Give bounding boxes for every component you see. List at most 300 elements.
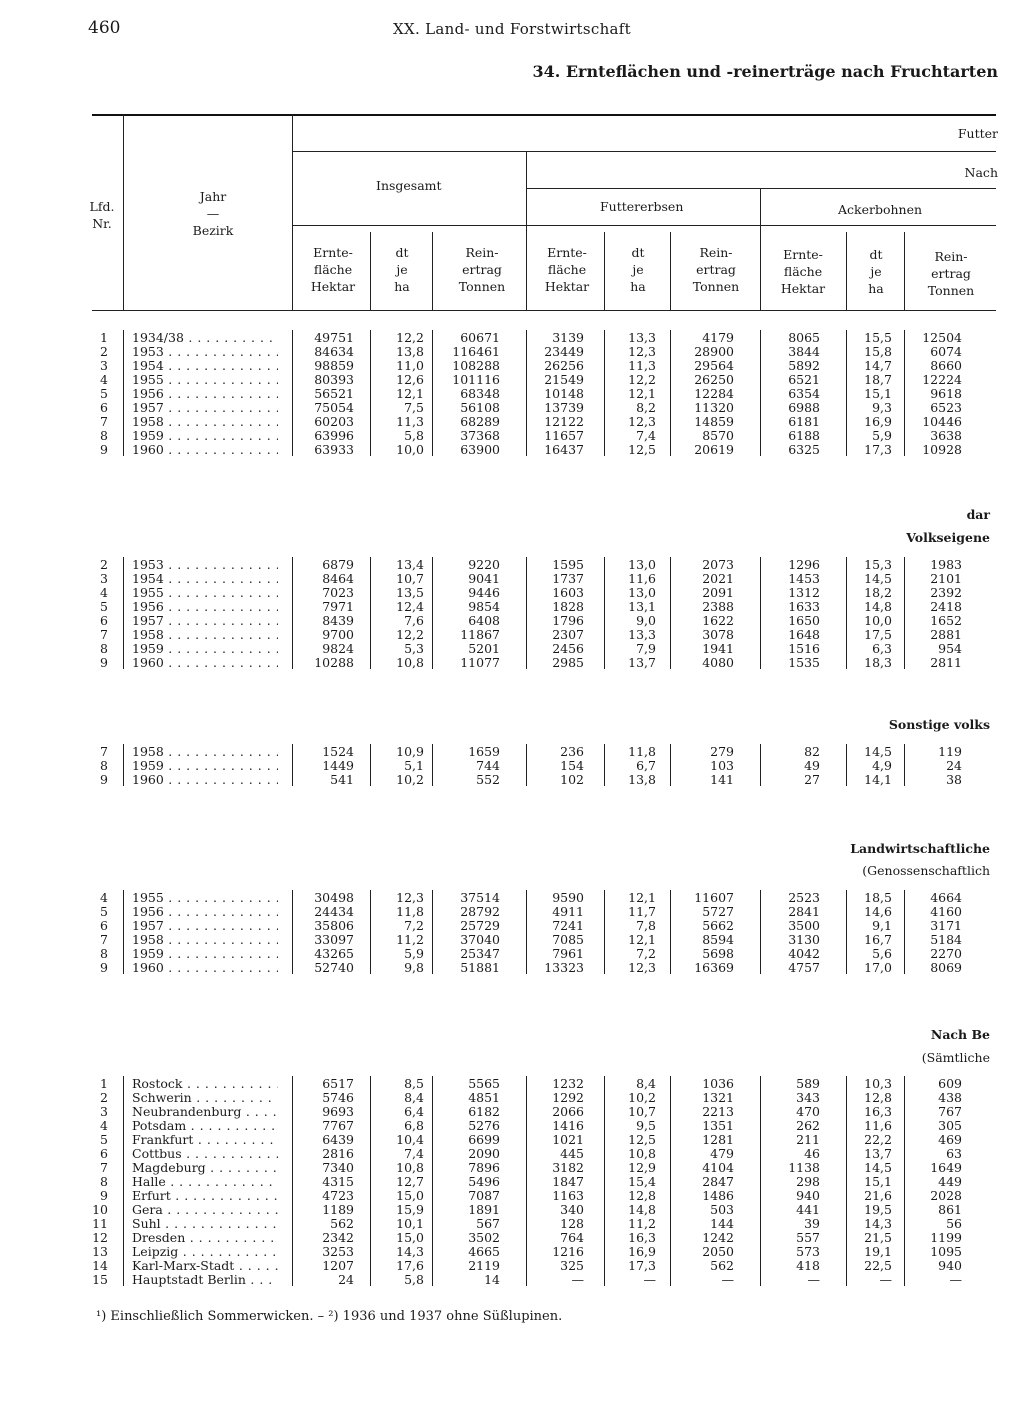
cell-bohnen-flaeche: 3130 (788, 932, 820, 947)
column-divider (904, 744, 905, 786)
cell-erbsen-rein: 20619 (694, 442, 734, 457)
table-row (0, 558, 1024, 572)
cell-erbsen-dt: 6,7 (636, 758, 656, 773)
cell-insgesamt-flaeche: 63933 (314, 442, 354, 457)
cell-bohnen-rein: 2811 (930, 655, 962, 670)
cell-label: Cottbus . . . (132, 1147, 278, 1161)
cell-erbsen-dt: 9,0 (636, 613, 656, 628)
column-divider (292, 557, 293, 669)
cell-erbsen-dt: — (643, 1272, 656, 1287)
cell-label: 1956 . . . (132, 387, 278, 401)
cell-insgesamt-flaeche: 7767 (322, 1118, 354, 1133)
cell-erbsen-dt: 7,9 (636, 641, 656, 656)
cell-bohnen-flaeche: 418 (796, 1258, 820, 1273)
cell-lfd-nr: 7 (100, 1160, 108, 1175)
cell-lfd-nr: 7 (100, 627, 108, 642)
cell-insgesamt-rein: 108288 (452, 358, 500, 373)
cell-insgesamt-rein: 116461 (452, 344, 500, 359)
cell-bohnen-rein: 2418 (930, 599, 962, 614)
cell-erbsen-flaeche: 1603 (552, 585, 584, 600)
cell-insgesamt-flaeche: 9824 (322, 641, 354, 656)
cell-bohnen-dt: 18,5 (864, 890, 892, 905)
cell-erbsen-rein: 1281 (702, 1132, 734, 1147)
cell-insgesamt-flaeche: 7971 (322, 599, 354, 614)
header-divider-8 (670, 232, 671, 310)
table-row (0, 773, 1024, 787)
header-divider-5 (370, 232, 371, 310)
cell-insgesamt-rein: 5496 (468, 1174, 500, 1189)
cell-erbsen-dt: 12,3 (628, 344, 656, 359)
column-divider (670, 557, 671, 669)
cell-erbsen-rein: 1321 (702, 1090, 734, 1105)
cell-bohnen-dt: 15,1 (864, 1174, 892, 1189)
cell-erbsen-dt: 8,2 (636, 400, 656, 415)
cell-erbsen-dt: 14,8 (628, 1202, 656, 1217)
table-row (0, 628, 1024, 642)
cell-insgesamt-rein: 3502 (468, 1230, 500, 1245)
cell-bohnen-dt: 4,9 (872, 758, 892, 773)
cell-insgesamt-dt: 10,7 (396, 571, 424, 586)
cell-insgesamt-flaeche: 562 (330, 1216, 354, 1231)
cell-bohnen-rein: 767 (938, 1104, 962, 1119)
cell-insgesamt-rein: 7896 (468, 1160, 500, 1175)
cell-bohnen-flaeche: 6521 (788, 372, 820, 387)
cell-erbsen-dt: 10,7 (628, 1104, 656, 1119)
cell-erbsen-dt: 7,2 (636, 946, 656, 961)
cell-bohnen-rein: 305 (938, 1118, 962, 1133)
cell-erbsen-dt: 12,3 (628, 960, 656, 975)
cell-insgesamt-dt: 10,9 (396, 744, 424, 759)
cell-label: 1958 . . . (132, 933, 278, 947)
column-divider (370, 1076, 371, 1286)
table-row (0, 373, 1024, 387)
cell-bohnen-flaeche: 211 (796, 1132, 820, 1147)
cell-bohnen-dt: — (879, 1272, 892, 1287)
cell-bohnen-rein: 9618 (930, 386, 962, 401)
section-subtitle-saemtliche: (Sämtliche (921, 1050, 990, 1065)
cell-insgesamt-flaeche: 24434 (314, 904, 354, 919)
cell-insgesamt-rein: 6408 (468, 613, 500, 628)
cell-insgesamt-flaeche: 33097 (314, 932, 354, 947)
table-row (0, 1091, 1024, 1105)
col-erbsen-flaeche: Ernte- fläche Hektar (544, 245, 590, 294)
column-divider (604, 330, 605, 456)
cell-insgesamt-rein: 56108 (460, 400, 500, 415)
cell-erbsen-dt: 13,3 (628, 627, 656, 642)
cell-insgesamt-flaeche: 6439 (322, 1132, 354, 1147)
table-row (0, 891, 1024, 905)
cell-erbsen-dt: 7,4 (636, 428, 656, 443)
cell-bohnen-dt: 19,1 (864, 1244, 892, 1259)
cell-erbsen-dt: 15,4 (628, 1174, 656, 1189)
column-divider (432, 330, 433, 456)
cell-insgesamt-rein: 2090 (468, 1146, 500, 1161)
cell-lfd-nr: 5 (100, 599, 108, 614)
cell-lfd-nr: 3 (100, 571, 108, 586)
cell-erbsen-dt: 9,5 (636, 1118, 656, 1133)
cell-erbsen-flaeche: 4911 (552, 904, 584, 919)
cell-erbsen-dt: 11,2 (628, 1216, 656, 1231)
cell-insgesamt-flaeche: 9693 (322, 1104, 354, 1119)
cell-insgesamt-rein: 9041 (468, 571, 500, 586)
cell-erbsen-rein: 12284 (694, 386, 734, 401)
col-bohnen-flaeche: Ernte- fläche Hektar (780, 247, 826, 296)
cell-insgesamt-rein: 2119 (468, 1258, 500, 1273)
cell-label: Potsdam . . . (132, 1119, 278, 1133)
cell-insgesamt-flaeche: 52740 (314, 960, 354, 975)
cell-bohnen-rein: 2270 (930, 946, 962, 961)
cell-bohnen-rein: 6523 (930, 400, 962, 415)
cell-label: 1953 . . . (132, 558, 278, 572)
cell-label: 1959 . . . (132, 947, 278, 961)
cell-bohnen-flaeche: 3500 (788, 918, 820, 933)
cell-bohnen-dt: 10,0 (864, 613, 892, 628)
cell-bohnen-dt: 14,8 (864, 599, 892, 614)
cell-insgesamt-dt: 10,1 (396, 1216, 424, 1231)
cell-erbsen-rein: 5698 (702, 946, 734, 961)
cell-erbsen-rein: 11607 (694, 890, 734, 905)
cell-insgesamt-rein: 552 (476, 772, 500, 787)
cell-label: 1960 . . . (132, 656, 278, 670)
col-insgesamt-dt: dt je ha (394, 245, 410, 294)
cell-bohnen-dt: 9,3 (872, 400, 892, 415)
column-divider (604, 890, 605, 974)
cell-insgesamt-dt: 11,8 (396, 904, 424, 919)
cell-erbsen-flaeche: 11657 (544, 428, 584, 443)
cell-insgesamt-dt: 7,2 (404, 918, 424, 933)
cell-insgesamt-rein: 9446 (468, 585, 500, 600)
cell-insgesamt-flaeche: 7023 (322, 585, 354, 600)
cell-lfd-nr: 6 (100, 400, 108, 415)
cell-lfd-nr: 9 (100, 1188, 108, 1203)
cell-insgesamt-flaeche: 1524 (322, 744, 354, 759)
col-erbsen-rein: Rein- ertrag Tonnen (692, 245, 740, 294)
column-divider (123, 890, 124, 974)
column-divider (904, 1076, 905, 1286)
cell-erbsen-rein: 1486 (702, 1188, 734, 1203)
cell-insgesamt-rein: 6699 (468, 1132, 500, 1147)
footnote: ¹) Einschließlich Sommerwicken. – ²) 1936 und 1937 ohne Süßlupinen. (96, 1309, 563, 1324)
cell-erbsen-rein: 2213 (702, 1104, 734, 1119)
cell-insgesamt-dt: 6,4 (404, 1104, 424, 1119)
cell-erbsen-flaeche: 1796 (552, 613, 584, 628)
header-divider-4 (760, 188, 761, 310)
cell-insgesamt-flaeche: 10288 (314, 655, 354, 670)
cell-insgesamt-flaeche: 6879 (322, 557, 354, 572)
table-row (0, 656, 1024, 670)
column-divider (123, 557, 124, 669)
cell-bohnen-flaeche: 1296 (788, 557, 820, 572)
table-top-rule (92, 114, 996, 116)
cell-erbsen-rein: — (721, 1272, 734, 1287)
cell-erbsen-rein: 4179 (702, 330, 734, 345)
cell-erbsen-dt: 13,0 (628, 585, 656, 600)
cell-insgesamt-dt: 15,0 (396, 1230, 424, 1245)
column-divider (526, 1076, 527, 1286)
cell-bohnen-dt: 21,6 (864, 1188, 892, 1203)
cell-erbsen-dt: 13,7 (628, 655, 656, 670)
cell-erbsen-rein: 1242 (702, 1230, 734, 1245)
cell-bohnen-rein: 449 (938, 1174, 962, 1189)
cell-bohnen-dt: 18,2 (864, 585, 892, 600)
cell-erbsen-rein: 4104 (702, 1160, 734, 1175)
cell-label: 1957 . . . (132, 614, 278, 628)
cell-erbsen-flaeche: 128 (560, 1216, 584, 1231)
cell-label: 1955 . . . (132, 586, 278, 600)
cell-insgesamt-flaeche: 75054 (314, 400, 354, 415)
column-divider (670, 744, 671, 786)
header-lfd-nr: Lfd. Nr. (89, 199, 115, 231)
cell-erbsen-dt: 7,8 (636, 918, 656, 933)
table-row (0, 572, 1024, 586)
table-row (0, 1189, 1024, 1203)
cell-erbsen-flaeche: 1595 (552, 557, 584, 572)
cell-bohnen-rein: 1983 (930, 557, 962, 572)
cell-insgesamt-rein: 1659 (468, 744, 500, 759)
group-futtererbsen: Futtererbsen (600, 199, 684, 214)
cell-bohnen-flaeche: 39 (804, 1216, 820, 1231)
cell-label: Dresden . . . (132, 1231, 278, 1245)
cell-insgesamt-dt: 15,9 (396, 1202, 424, 1217)
section-title-landwirtschaftliche: Landwirtschaftliche (850, 841, 990, 856)
cell-insgesamt-dt: 10,8 (396, 1160, 424, 1175)
cell-insgesamt-flaeche: 4315 (322, 1174, 354, 1189)
cell-bohnen-flaeche: 2523 (788, 890, 820, 905)
cell-bohnen-dt: 10,3 (864, 1076, 892, 1091)
cell-lfd-nr: 14 (92, 1258, 108, 1273)
cell-erbsen-flaeche: 9590 (552, 890, 584, 905)
cell-erbsen-rein: 11320 (694, 400, 734, 415)
cell-insgesamt-flaeche: 8439 (322, 613, 354, 628)
cell-label: 1958 . . . (132, 628, 278, 642)
group-futter: Futter (957, 126, 998, 141)
cell-lfd-nr: 13 (92, 1244, 108, 1259)
cell-label: 1960 . . . (132, 961, 278, 975)
cell-insgesamt-dt: 12,4 (396, 599, 424, 614)
cell-insgesamt-flaeche: 1189 (322, 1202, 354, 1217)
column-divider (670, 330, 671, 456)
cell-bohnen-dt: 14,5 (864, 1160, 892, 1175)
cell-erbsen-flaeche: 102 (560, 772, 584, 787)
cell-erbsen-rein: 5727 (702, 904, 734, 919)
cell-insgesamt-rein: 25729 (460, 918, 500, 933)
cell-bohnen-dt: 14,7 (864, 358, 892, 373)
page-number: 460 (88, 18, 121, 38)
col-bohnen-rein: Rein- ertrag Tonnen (927, 249, 975, 298)
cell-erbsen-rein: 144 (710, 1216, 734, 1231)
cell-erbsen-rein: 2021 (702, 571, 734, 586)
cell-insgesamt-dt: 11,0 (396, 358, 424, 373)
cell-insgesamt-flaeche: 6517 (322, 1076, 354, 1091)
cell-label: 1956 . . . (132, 600, 278, 614)
cell-insgesamt-rein: 68348 (460, 386, 500, 401)
cell-bohnen-dt: 14,5 (864, 744, 892, 759)
cell-erbsen-rein: 279 (710, 744, 734, 759)
cell-erbsen-rein: 1036 (702, 1076, 734, 1091)
cell-label: 1960 . . . (132, 443, 278, 457)
column-divider (604, 557, 605, 669)
cell-erbsen-flaeche: 1847 (552, 1174, 584, 1189)
nach-rule (526, 188, 996, 189)
cell-erbsen-dt: 12,5 (628, 1132, 656, 1147)
table-row (0, 1133, 1024, 1147)
table-row (0, 745, 1024, 759)
cell-lfd-nr: 4 (100, 585, 108, 600)
cell-erbsen-flaeche: 1292 (552, 1090, 584, 1105)
cell-erbsen-rein: 2388 (702, 599, 734, 614)
col-bohnen-dt: dt je ha (868, 247, 884, 296)
table-row (0, 586, 1024, 600)
col-insgesamt-flaeche: Ernte- fläche Hektar (310, 245, 356, 294)
cell-label: 1953 . . . (132, 345, 278, 359)
column-divider (846, 744, 847, 786)
cell-bohnen-dt: 15,1 (864, 386, 892, 401)
cell-bohnen-dt: 15,5 (864, 330, 892, 345)
cell-insgesamt-flaeche: 60203 (314, 414, 354, 429)
cell-bohnen-flaeche: 3844 (788, 344, 820, 359)
table-row (0, 1175, 1024, 1189)
cell-insgesamt-dt: 5,3 (404, 641, 424, 656)
cell-bohnen-rein: 3638 (930, 428, 962, 443)
cell-bohnen-rein: 1652 (930, 613, 962, 628)
section-subtitle-genossenschaftlich: (Genossenschaftlich (862, 863, 990, 878)
cell-bohnen-flaeche: 6181 (788, 414, 820, 429)
cell-label: Halle . . . (132, 1175, 278, 1189)
column-divider (670, 1076, 671, 1286)
column-divider (526, 557, 527, 669)
cell-bohnen-rein: 8660 (930, 358, 962, 373)
column-divider (370, 557, 371, 669)
cell-bohnen-rein: 1199 (930, 1230, 962, 1245)
cell-label: Karl-Marx-Stadt . . . (132, 1259, 278, 1273)
cell-insgesamt-dt: 11,2 (396, 932, 424, 947)
cell-lfd-nr: 15 (92, 1272, 108, 1287)
column-divider (526, 744, 527, 786)
cell-bohnen-rein: 469 (938, 1132, 962, 1147)
cell-insgesamt-flaeche: 80393 (314, 372, 354, 387)
cell-bohnen-dt: 16,3 (864, 1104, 892, 1119)
cell-bohnen-dt: 22,5 (864, 1258, 892, 1273)
cell-label: Magdeburg . . . (132, 1161, 278, 1175)
cell-erbsen-rein: 2050 (702, 1244, 734, 1259)
cell-erbsen-rein: 2091 (702, 585, 734, 600)
cell-lfd-nr: 1 (100, 1076, 108, 1091)
subgroup-rule (292, 225, 996, 226)
cell-insgesamt-dt: 5,9 (404, 946, 424, 961)
cell-insgesamt-flaeche: 49751 (314, 330, 354, 345)
col-erbsen-dt: dt je ha (630, 245, 646, 294)
cell-insgesamt-dt: 10,4 (396, 1132, 424, 1147)
cell-lfd-nr: 4 (100, 372, 108, 387)
cell-insgesamt-rein: 11867 (460, 627, 500, 642)
cell-insgesamt-dt: 13,4 (396, 557, 424, 572)
cell-erbsen-rein: 3078 (702, 627, 734, 642)
cell-bohnen-dt: 14,5 (864, 571, 892, 586)
cell-lfd-nr: 9 (100, 960, 108, 975)
cell-insgesamt-rein: 4665 (468, 1244, 500, 1259)
cell-erbsen-flaeche: 12122 (544, 414, 584, 429)
cell-lfd-nr: 9 (100, 442, 108, 457)
table-row (0, 1259, 1024, 1273)
cell-erbsen-dt: 12,1 (628, 386, 656, 401)
cell-erbsen-rein: 1351 (702, 1118, 734, 1133)
cell-insgesamt-rein: 9220 (468, 557, 500, 572)
cell-bohnen-dt: 22,2 (864, 1132, 892, 1147)
column-divider (123, 1076, 124, 1286)
cell-lfd-nr: 5 (100, 386, 108, 401)
cell-erbsen-rein: 2847 (702, 1174, 734, 1189)
cell-erbsen-flaeche: 13739 (544, 400, 584, 415)
table-row (0, 1077, 1024, 1091)
cell-label: 1959 . . . (132, 429, 278, 443)
cell-label: Gera . . . (132, 1203, 278, 1217)
cell-erbsen-flaeche: 13323 (544, 960, 584, 975)
cell-bohnen-rein: 2101 (930, 571, 962, 586)
cell-insgesamt-rein: 1891 (468, 1202, 500, 1217)
column-divider (760, 744, 761, 786)
cell-lfd-nr: 6 (100, 613, 108, 628)
column-divider (370, 890, 371, 974)
column-divider (846, 330, 847, 456)
col-insgesamt-rein: Rein- ertrag Tonnen (458, 245, 506, 294)
cell-lfd-nr: 8 (100, 1174, 108, 1189)
cell-bohnen-rein: 4160 (930, 904, 962, 919)
cell-erbsen-flaeche: 1828 (552, 599, 584, 614)
cell-bohnen-dt: 5,6 (872, 946, 892, 961)
cell-bohnen-rein: 38 (946, 772, 962, 787)
cell-erbsen-rein: 29564 (694, 358, 734, 373)
cell-label: 1956 . . . (132, 905, 278, 919)
cell-erbsen-flaeche: 1216 (552, 1244, 584, 1259)
cell-erbsen-dt: 12,9 (628, 1160, 656, 1175)
header-divider-3 (526, 151, 527, 310)
cell-bohnen-flaeche: 6325 (788, 442, 820, 457)
header-jahr-bezirk: Jahr — Bezirk (192, 189, 234, 238)
column-divider (432, 1076, 433, 1286)
cell-bohnen-flaeche: 6354 (788, 386, 820, 401)
cell-insgesamt-dt: 7,5 (404, 400, 424, 415)
cell-bohnen-flaeche: 557 (796, 1230, 820, 1245)
cell-insgesamt-flaeche: 5746 (322, 1090, 354, 1105)
cell-insgesamt-rein: 101116 (452, 372, 500, 387)
table-row (0, 443, 1024, 457)
cell-erbsen-flaeche: — (571, 1272, 584, 1287)
cell-bohnen-dt: 12,8 (864, 1090, 892, 1105)
cell-erbsen-dt: 12,8 (628, 1188, 656, 1203)
cell-bohnen-rein: 56 (946, 1216, 962, 1231)
cell-erbsen-dt: 12,5 (628, 442, 656, 457)
cell-erbsen-flaeche: 325 (560, 1258, 584, 1273)
cell-insgesamt-rein: 5276 (468, 1118, 500, 1133)
cell-bohnen-flaeche: 1633 (788, 599, 820, 614)
column-divider (760, 890, 761, 974)
cell-bohnen-rein: 24 (946, 758, 962, 773)
cell-label: 1954 . . . (132, 572, 278, 586)
cell-bohnen-rein: 2028 (930, 1188, 962, 1203)
cell-label: Frankfurt . . . (132, 1133, 278, 1147)
cell-erbsen-dt: 13,3 (628, 330, 656, 345)
cell-erbsen-dt: 11,7 (628, 904, 656, 919)
cell-erbsen-flaeche: 1021 (552, 1132, 584, 1147)
column-divider (123, 330, 124, 456)
header-divider-2 (292, 114, 293, 310)
cell-lfd-nr: 3 (100, 358, 108, 373)
cell-insgesamt-flaeche: 4723 (322, 1188, 354, 1203)
cell-label: 1934/38 . . . (132, 331, 278, 345)
cell-lfd-nr: 8 (100, 428, 108, 443)
section-title-nach-bezirken: Nach Be (930, 1027, 990, 1042)
cell-erbsen-dt: 16,3 (628, 1230, 656, 1245)
